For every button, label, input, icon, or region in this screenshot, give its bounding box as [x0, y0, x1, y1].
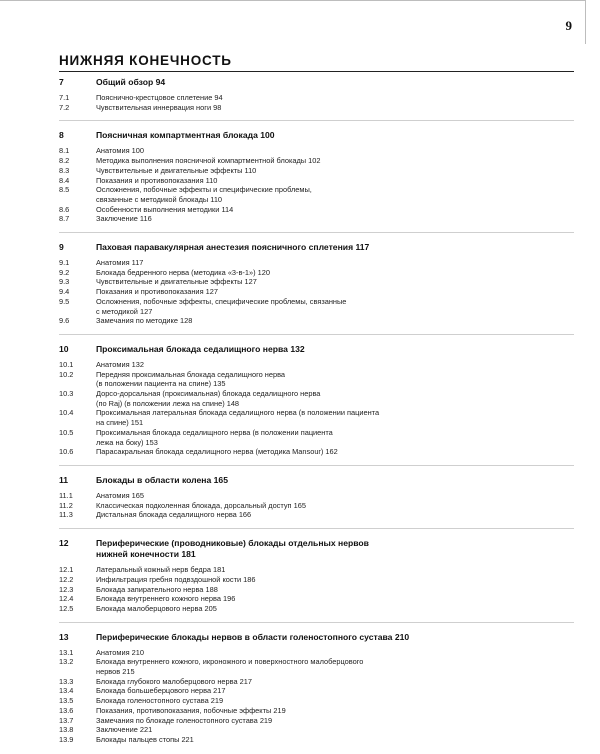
chapter-title: Периферические (проводниковые) блокады отдельных нервов нижней конечности 181	[96, 538, 369, 560]
toc-section[interactable]	[59, 185, 579, 204]
part-title-underline	[59, 71, 574, 72]
section-title: Осложнения, побочные эффекты и специфические проблемы, связанные с методикой блокады 110	[96, 185, 312, 204]
section-number: 9.4	[59, 287, 70, 297]
chapter-heading[interactable]	[59, 242, 579, 253]
part-title: НИЖНЯЯ КОНЕЧНОСТЬ	[59, 53, 232, 68]
section-number: 11.3	[59, 510, 73, 520]
section-list	[59, 360, 579, 457]
section-list	[59, 565, 579, 614]
section-title: Замечания по методике 128	[96, 316, 193, 326]
section-number: 8.2	[59, 156, 70, 166]
section-title: Заключение 221	[96, 725, 153, 735]
section-title: Чувствительная иннервация ноги 98	[96, 102, 222, 112]
section-title: Парасакральная блокада седалищного нерва (методика Mansour) 162	[96, 447, 338, 457]
chapter-number: 13	[59, 631, 69, 642]
toc-section[interactable]	[59, 447, 579, 457]
chapter-heading[interactable]	[59, 344, 579, 355]
toc-section[interactable]	[59, 696, 579, 706]
toc-section[interactable]	[59, 214, 579, 224]
table-of-contents	[59, 77, 579, 754]
section-title: Дорсо-дорсальная (проксимальная) блокада седалищного нерва (по Raj) (в положении лежа на спине) 148	[96, 389, 321, 408]
section-title: Передняя проксимальная блокада седалищного нерва (в положении пациента на спине) 135	[96, 369, 286, 389]
section-number: 8.7	[59, 214, 70, 224]
toc-section[interactable]	[59, 316, 579, 326]
section-number: 13.8	[59, 725, 74, 735]
chapter-heading[interactable]	[59, 538, 579, 560]
section-number: 11.2	[59, 500, 73, 510]
section-title: Чувствительные и двигательные эффекты 110	[96, 165, 257, 175]
chapter-number: 10	[59, 343, 69, 354]
section-title: Анатомия 100	[96, 146, 144, 156]
section-number: 7.1	[59, 93, 70, 102]
toc-section[interactable]	[59, 287, 579, 297]
toc-section[interactable]	[59, 594, 579, 604]
section-title: Блокада внутреннего кожного, икроножного и поверхностного малоберцового нервов 215	[96, 657, 364, 677]
toc-section[interactable]	[59, 408, 579, 427]
section-number: 9.1	[59, 258, 70, 268]
section-number: 10.2	[59, 369, 74, 379]
toc-section[interactable]	[59, 575, 579, 585]
section-list	[59, 491, 579, 520]
chapter-title: Поясничная компартментная блокада 100	[96, 130, 275, 141]
section-title: Блокада малоберцового нерва 205	[96, 603, 217, 613]
toc-chapter	[59, 475, 579, 529]
chapter-divider	[59, 465, 574, 466]
section-number: 13.7	[59, 715, 74, 725]
toc-section[interactable]	[59, 686, 579, 696]
chapter-title: Общий обзор 94	[96, 77, 166, 87]
section-number: 12.2	[59, 574, 74, 584]
toc-section[interactable]	[59, 735, 579, 745]
toc-section[interactable]	[59, 706, 579, 716]
section-number: 9.3	[59, 277, 70, 287]
chapter-number: 12	[59, 538, 69, 549]
chapter-number: 11	[59, 474, 69, 485]
section-number: 8.3	[59, 165, 70, 175]
chapter-divider	[59, 334, 574, 335]
toc-section[interactable]	[59, 93, 579, 103]
chapter-divider	[59, 528, 574, 529]
toc-chapter	[59, 242, 579, 335]
section-title: Проксимальная блокада седалищного нерва (в положении пациента лежа на боку) 153	[96, 427, 333, 447]
toc-section[interactable]	[59, 297, 579, 316]
section-title: Анатомия 210	[96, 647, 144, 657]
section-number: 8.5	[59, 185, 70, 195]
section-title: Блокада большеберцового нерва 217	[96, 686, 226, 696]
section-number: 8.4	[59, 175, 70, 185]
toc-section[interactable]	[59, 725, 579, 735]
section-number: 10.1	[59, 359, 74, 369]
toc-section[interactable]	[59, 146, 579, 156]
toc-section[interactable]	[59, 258, 579, 268]
toc-chapter	[59, 538, 579, 623]
section-title: Инфильтрация гребня подвздошной кости 186	[96, 574, 256, 584]
top-rule	[0, 0, 585, 1]
toc-section[interactable]	[59, 176, 579, 186]
chapter-divider	[59, 622, 574, 623]
chapter-number: 9	[59, 242, 64, 253]
section-title: Анатомия 132	[96, 359, 144, 369]
section-number: 10.4	[59, 408, 74, 418]
toc-section[interactable]	[59, 156, 579, 166]
section-title: Блокада запирательного нерва 188	[96, 584, 218, 594]
section-title: Проксимальная латеральная блокада седалищного нерва (в положении пациента на спине) 151	[96, 408, 380, 428]
toc-chapter	[59, 77, 579, 121]
section-number: 8.1	[59, 146, 70, 156]
toc-section[interactable]	[59, 657, 579, 676]
section-title: Замечания по блокаде голеностопного сустава 219	[96, 715, 273, 725]
section-title: Анатомия 165	[96, 490, 144, 500]
section-title: Классическая подколенная блокада, дорсальный доступ 165	[96, 500, 306, 510]
toc-section[interactable]	[59, 585, 579, 595]
section-number: 12.5	[59, 603, 74, 613]
section-title: Методика выполнения поясничной компартментной блокады 102	[96, 156, 321, 166]
section-title: Чувствительные и двигательные эффекты 127	[96, 277, 257, 287]
chapter-divider	[59, 232, 574, 233]
chapter-number: 7	[59, 77, 64, 87]
section-number: 13.2	[59, 657, 74, 667]
toc-section[interactable]	[59, 103, 579, 113]
chapter-heading[interactable]	[59, 130, 579, 141]
section-title: Анатомия 117	[96, 258, 144, 268]
toc-section[interactable]	[59, 510, 579, 520]
chapter-title: Проксимальная блокада седалищного нерва 132	[96, 343, 305, 354]
section-number: 9.2	[59, 267, 70, 277]
section-number: 13.5	[59, 696, 74, 706]
right-rule	[585, 0, 586, 44]
section-title: Блокада бедренного нерва (методика «3-в-1») 120	[96, 267, 270, 277]
section-title: Пояснично-крестцовое сплетение 94	[96, 93, 223, 102]
section-number: 9.5	[59, 296, 70, 306]
chapter-divider	[59, 120, 574, 121]
toc-section[interactable]	[59, 268, 579, 278]
chapter-heading[interactable]	[59, 77, 579, 88]
toc-section[interactable]	[59, 648, 579, 658]
toc-section[interactable]	[59, 491, 579, 501]
section-number: 9.6	[59, 316, 70, 326]
section-number: 12.3	[59, 584, 74, 594]
section-number: 11.1	[59, 490, 73, 500]
section-number: 12.1	[59, 565, 74, 575]
section-number: 13.3	[59, 676, 74, 686]
section-number: 10.6	[59, 447, 74, 457]
toc-chapter	[59, 130, 579, 233]
section-number: 10.5	[59, 427, 74, 437]
toc-section[interactable]	[59, 604, 579, 614]
section-title: Показания и противопоказания 110	[96, 175, 218, 185]
toc-section[interactable]	[59, 360, 579, 370]
section-title: Блокада глубокого малоберцового нерва 217	[96, 676, 252, 686]
toc-section[interactable]	[59, 277, 579, 287]
section-number: 7.2	[59, 102, 70, 112]
toc-section[interactable]	[59, 205, 579, 215]
toc-section[interactable]	[59, 389, 579, 408]
section-list	[59, 648, 579, 745]
section-title: Осложнения, побочные эффекты, специфические проблемы, связанные с методикой 127	[96, 296, 347, 316]
toc-section[interactable]	[59, 370, 579, 389]
chapter-title: Периферические блокады нервов в области голеностопного сустава 210	[96, 631, 410, 642]
toc-section[interactable]	[59, 716, 579, 726]
section-title: Блокады пальцев стопы 221	[96, 734, 194, 744]
section-number: 13.6	[59, 705, 74, 715]
section-number: 13.4	[59, 686, 74, 696]
toc-chapter	[59, 344, 579, 466]
toc-section[interactable]	[59, 166, 579, 176]
section-title: Блокада внутреннего кожного нерва 196	[96, 594, 236, 604]
section-number: 10.3	[59, 389, 74, 399]
section-list	[59, 146, 579, 224]
section-number: 12.4	[59, 594, 74, 604]
section-title: Дистальная блокада седалищного нерва 166	[96, 510, 252, 520]
section-title: Показания, противопоказания, побочные эффекты 219	[96, 705, 286, 715]
section-list	[59, 258, 579, 326]
section-title: Блокада голеностопного сустава 219	[96, 696, 224, 706]
chapter-title: Блокады в области колена 165	[96, 474, 228, 485]
page-number: 9	[565, 18, 572, 33]
toc-section[interactable]	[59, 501, 579, 511]
section-title: Особенности выполнения методики 114	[96, 204, 234, 214]
chapter-number: 8	[59, 130, 64, 141]
toc-section[interactable]	[59, 428, 579, 447]
section-number: 13.9	[59, 734, 74, 744]
chapter-title: Паховая паравакулярная анестезия поясничного сплетения 117	[96, 242, 370, 253]
section-title: Заключение 116	[96, 214, 152, 224]
section-title: Показания и противопоказания 127	[96, 287, 218, 297]
toc-chapter	[59, 632, 579, 745]
toc-section[interactable]	[59, 565, 579, 575]
section-list	[59, 93, 579, 112]
chapter-heading[interactable]	[59, 632, 579, 643]
toc-section[interactable]	[59, 677, 579, 687]
section-number: 8.6	[59, 204, 70, 214]
section-number: 13.1	[59, 647, 74, 657]
section-title: Латеральный кожный нерв бедра 181	[96, 565, 226, 575]
chapter-heading[interactable]	[59, 475, 579, 486]
